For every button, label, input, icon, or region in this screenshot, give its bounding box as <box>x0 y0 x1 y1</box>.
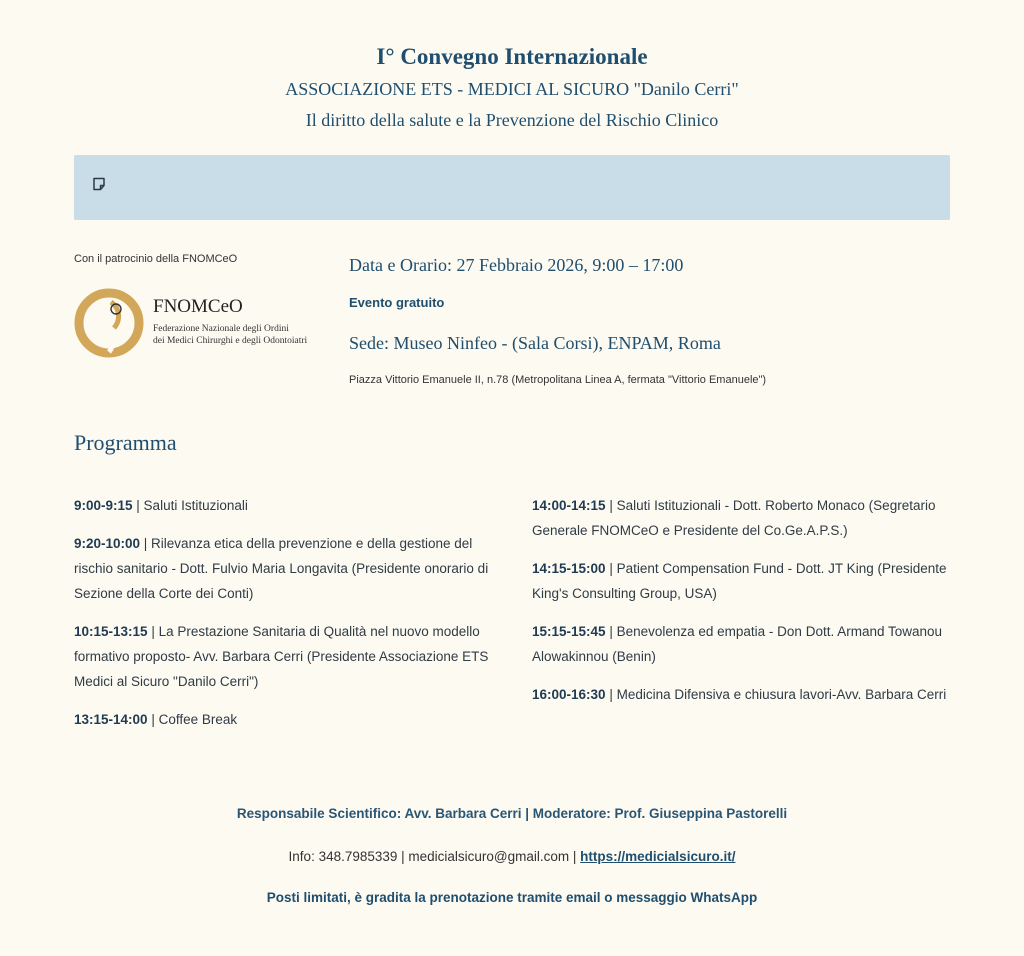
logo-description <box>153 323 307 347</box>
program-time: 10:15-13:15 <box>74 624 148 639</box>
program-text: | Medicina Difensiva e chiusura lavori-Avv. Barbara Cerri <box>605 687 947 702</box>
program-text: | Patient Compensation Fund - Dott. JT King (Presidente King's Consulting Group, USA) <box>532 561 947 601</box>
program-item <box>74 707 494 732</box>
contact-text: Info: 348.7985339 | medicialsicuro@gmail.com | <box>288 849 581 864</box>
program-item <box>532 619 952 669</box>
patronage-label: Con il patrocinio della FNOMCeO <box>74 253 238 265</box>
free-event-label: Evento gratuito <box>349 295 445 310</box>
contact-info <box>0 849 1024 864</box>
notice-box <box>74 155 950 220</box>
page-title: I° Convegno Internazionale <box>376 44 648 69</box>
program-time: 16:00-16:30 <box>532 687 606 702</box>
program-column-right <box>532 493 952 720</box>
fnomceo-logo <box>74 286 314 360</box>
program-item <box>74 619 494 694</box>
program-time: 15:15-15:45 <box>532 624 606 639</box>
program-time: 9:20-10:00 <box>74 536 141 551</box>
website-link[interactable]: https://medicialsicuro.it/ <box>580 849 736 864</box>
program-item <box>74 493 494 518</box>
program-text: | Saluti Istituzionali <box>132 498 248 513</box>
program-title: Programma <box>74 430 177 455</box>
scientific-leads: Responsabile Scientifico: Avv. Barbara Cerri | Moderatore: Prof. Giuseppina Pastorelli <box>236 806 788 821</box>
note-icon <box>92 177 106 191</box>
program-text: | Rilevanza etica della prevenzione e della gestione del rischio sanitario - Dott. Fulvio Maria Longavita (Presidente onorario di Sezione della Corte dei Conti) <box>74 536 489 601</box>
logo-desc-line-2: dei Medici Chirurghi e degli Odontoiatri <box>153 336 308 346</box>
booking-note: Posti limitati, è gradita la prenotazione tramite email o messaggio WhatsApp <box>266 890 758 905</box>
event-subtitle: Il diritto della salute e la Prevenzione del Rischio Clinico <box>305 110 719 130</box>
program-time: 14:00-14:15 <box>532 498 606 513</box>
program-text: | La Prestazione Sanitaria di Qualità nel nuovo modello formativo proposto- Avv. Barbara Cerri (Presidente Associazione ETS Medici al Sicuro "Danilo Cerri") <box>74 624 489 689</box>
event-venue: Sede: Museo Ninfeo - (Sala Corsi), ENPAM, Roma <box>349 333 721 353</box>
program-item <box>532 682 952 707</box>
program-column-left <box>74 493 494 745</box>
program-text: | Benevolenza ed empatia - Don Dott. Armand Towanou Alowakinnou (Benin) <box>532 624 943 664</box>
program-item <box>532 556 952 606</box>
event-date: Data e Orario: 27 Febbraio 2026, 9:00 – 17:00 <box>349 255 684 275</box>
program-time: 13:15-14:00 <box>74 712 148 727</box>
program-time: 14:15-15:00 <box>532 561 606 576</box>
logo-name: FNOMCeO <box>153 296 243 317</box>
program-item <box>532 493 952 543</box>
association-name: ASSOCIAZIONE ETS - MEDICI AL SICURO "Danilo Cerri" <box>285 79 739 99</box>
program-text: | Saluti Istituzionali - Dott. Roberto Monaco (Segretario Generale FNOMCeO e Presidente del Co.Ge.A.P.S.) <box>532 498 936 538</box>
venue-address: Piazza Vittorio Emanuele II, n.78 (Metropolitana Linea A, fermata "Vittorio Emanuele") <box>349 374 767 386</box>
program-item <box>74 531 494 606</box>
logo-desc-line-1: Federazione Nazionale degli Ordini <box>153 324 289 334</box>
fnomceo-logo-icon <box>74 288 144 358</box>
program-text: | Coffee Break <box>147 712 238 727</box>
program-time: 9:00-9:15 <box>74 498 133 513</box>
